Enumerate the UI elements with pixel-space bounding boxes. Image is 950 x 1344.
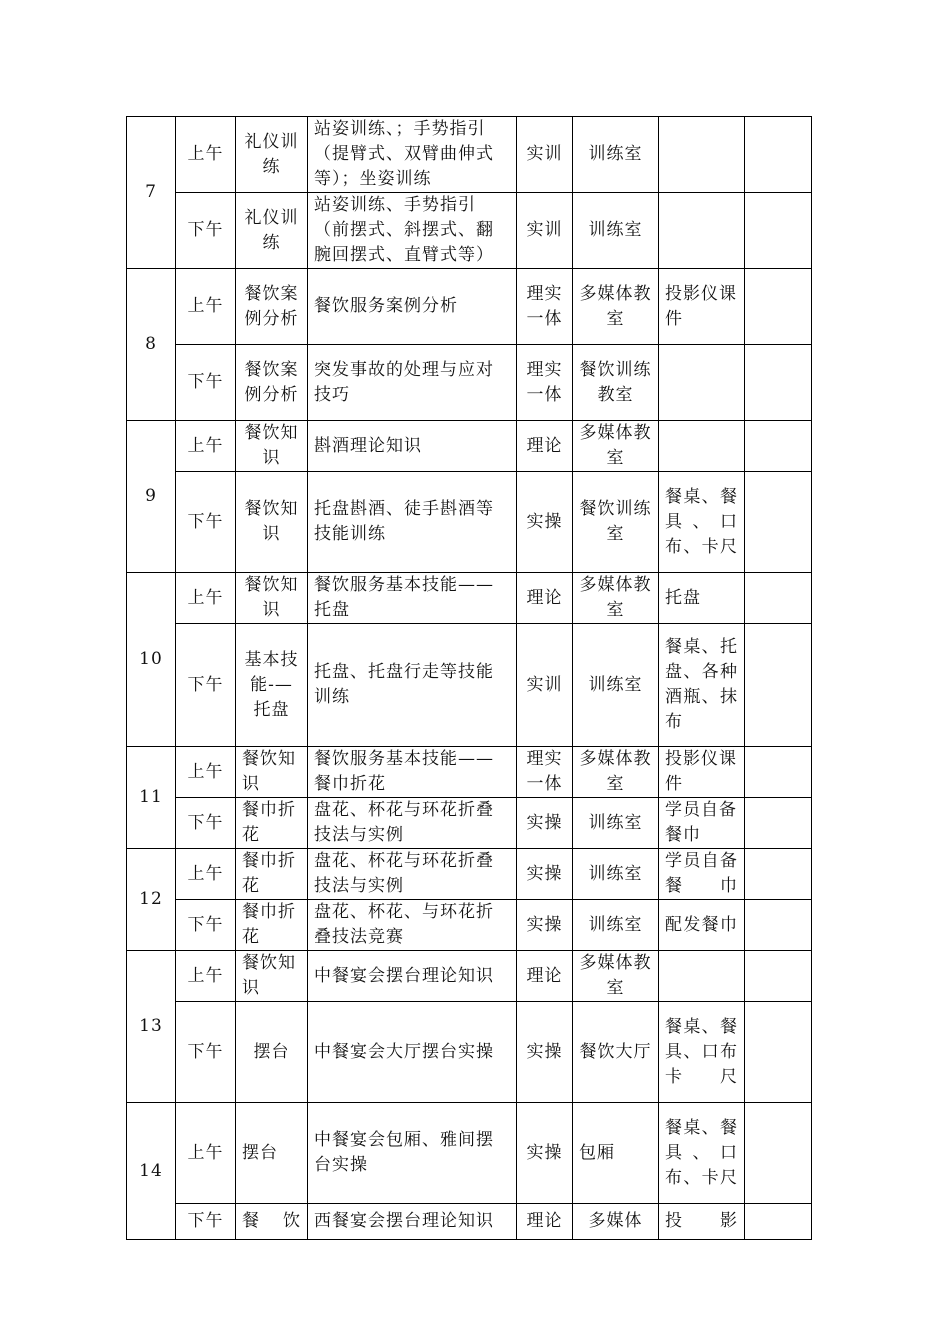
session-topic: 餐饮案例分析: [236, 345, 308, 421]
session-topic: 餐饮: [236, 1204, 308, 1240]
session-content: 托盘斟酒、徒手斟酒等技能训练: [308, 472, 517, 573]
session-time: 上午: [176, 269, 236, 345]
session-content: 餐饮服务基本技能——托盘: [308, 573, 517, 624]
session-time: 上午: [176, 849, 236, 900]
session-method: 实操: [517, 798, 573, 849]
session-note: [745, 269, 812, 345]
session-time: 上午: [176, 573, 236, 624]
session-content: 盘花、杯花与环花折叠技法与实例: [308, 798, 517, 849]
session-time: 下午: [176, 900, 236, 951]
session-content: 盘花、杯花与环花折叠技法与实例: [308, 849, 517, 900]
session-content: 盘花、杯花、与环花折叠技法竞赛: [308, 900, 517, 951]
table-row: [127, 193, 812, 269]
session-equipment: 投影仪课件: [659, 747, 745, 798]
table-row: [127, 849, 812, 900]
session-time: 下午: [176, 1204, 236, 1240]
session-note: [745, 117, 812, 193]
session-note: [745, 900, 812, 951]
session-topic: 餐饮知识: [236, 472, 308, 573]
session-equipment: 配发餐巾: [659, 900, 745, 951]
session-place: 多媒体教室: [573, 573, 659, 624]
session-topic: 礼仪训练: [236, 193, 308, 269]
table-row: [127, 472, 812, 573]
session-time: 上午: [176, 1103, 236, 1204]
session-place: 训练室: [573, 193, 659, 269]
session-content: 中餐宴会摆台理论知识: [308, 951, 517, 1002]
session-method: 实训: [517, 624, 573, 747]
session-place: 多媒体: [573, 1204, 659, 1240]
session-place: 训练室: [573, 117, 659, 193]
table-row: [127, 900, 812, 951]
day-number: 11: [127, 747, 176, 849]
session-equipment: [659, 193, 745, 269]
session-note: [745, 1204, 812, 1240]
session-place: 训练室: [573, 624, 659, 747]
session-equipment: 餐桌、托盘、各种酒瓶、抹布: [659, 624, 745, 747]
session-time: 上午: [176, 951, 236, 1002]
session-place: 包厢: [573, 1103, 659, 1204]
day-number: 7: [127, 117, 176, 269]
table-row: [127, 951, 812, 1002]
session-topic: 摆台: [236, 1002, 308, 1103]
session-equipment: 餐桌、餐具、口布、卡尺: [659, 472, 745, 573]
session-place: 训练室: [573, 900, 659, 951]
session-place: 多媒体教室: [573, 269, 659, 345]
session-equipment: 餐桌、餐具、口布、卡尺: [659, 1103, 745, 1204]
session-equipment: 餐桌、餐具、口布卡尺: [659, 1002, 745, 1103]
table-row: [127, 1204, 812, 1240]
session-note: [745, 472, 812, 573]
table-row: [127, 747, 812, 798]
session-method: 理论: [517, 421, 573, 472]
session-method: 实训: [517, 193, 573, 269]
session-time: 下午: [176, 798, 236, 849]
session-note: [745, 951, 812, 1002]
session-topic: 餐饮知识: [236, 951, 308, 1002]
session-place: 多媒体教室: [573, 951, 659, 1002]
session-method: 实操: [517, 1002, 573, 1103]
session-equipment: 托盘: [659, 573, 745, 624]
session-method: 实操: [517, 1103, 573, 1204]
table-row: [127, 269, 812, 345]
session-topic: 餐饮案例分析: [236, 269, 308, 345]
table-row: [127, 345, 812, 421]
session-topic: 餐饮知识: [236, 747, 308, 798]
session-equipment: 投影: [659, 1204, 745, 1240]
session-content: 餐饮服务基本技能——餐巾折花: [308, 747, 517, 798]
table-row: [127, 117, 812, 193]
session-topic: 餐巾折花: [236, 900, 308, 951]
day-number: 13: [127, 951, 176, 1103]
session-note: [745, 345, 812, 421]
session-content: 中餐宴会大厅摆台实操: [308, 1002, 517, 1103]
session-equipment: [659, 421, 745, 472]
table-row: [127, 573, 812, 624]
session-equipment: [659, 345, 745, 421]
session-note: [745, 421, 812, 472]
table-row: [127, 421, 812, 472]
day-number: 9: [127, 421, 176, 573]
session-method: 理实一体: [517, 345, 573, 421]
session-note: [745, 1002, 812, 1103]
session-equipment: [659, 117, 745, 193]
session-note: [745, 747, 812, 798]
session-note: [745, 798, 812, 849]
session-place: 餐饮训练教室: [573, 345, 659, 421]
session-topic: 餐巾折花: [236, 849, 308, 900]
session-time: 下午: [176, 345, 236, 421]
session-content: 中餐宴会包厢、雅间摆台实操: [308, 1103, 517, 1204]
schedule-table: [126, 116, 812, 1240]
session-time: 上午: [176, 747, 236, 798]
session-method: 实训: [517, 117, 573, 193]
session-equipment: 投影仪课件: [659, 269, 745, 345]
session-note: [745, 624, 812, 747]
session-topic: 摆台: [236, 1103, 308, 1204]
day-number: 14: [127, 1103, 176, 1240]
session-note: [745, 1103, 812, 1204]
session-note: [745, 849, 812, 900]
table-row: [127, 1002, 812, 1103]
session-method: 理论: [517, 1204, 573, 1240]
session-method: 理论: [517, 573, 573, 624]
session-place: 训练室: [573, 849, 659, 900]
day-number: 8: [127, 269, 176, 421]
session-time: 下午: [176, 624, 236, 747]
session-method: 实操: [517, 472, 573, 573]
session-content: 餐饮服务案例分析: [308, 269, 517, 345]
session-method: 理实一体: [517, 747, 573, 798]
session-method: 理实一体: [517, 269, 573, 345]
session-place: 餐饮训练室: [573, 472, 659, 573]
session-place: 餐饮大厅: [573, 1002, 659, 1103]
session-method: 实操: [517, 900, 573, 951]
table-row: [127, 624, 812, 747]
session-place: 训练室: [573, 798, 659, 849]
day-number: 10: [127, 573, 176, 747]
session-content: 突发事故的处理与应对技巧: [308, 345, 517, 421]
session-time: 下午: [176, 193, 236, 269]
session-time: 上午: [176, 421, 236, 472]
session-note: [745, 573, 812, 624]
session-method: 理论: [517, 951, 573, 1002]
session-time: 下午: [176, 472, 236, 573]
session-method: 实操: [517, 849, 573, 900]
session-topic: 基本技能-—托盘: [236, 624, 308, 747]
session-content: 托盘、托盘行走等技能训练: [308, 624, 517, 747]
table-row: [127, 1103, 812, 1204]
session-equipment: [659, 951, 745, 1002]
session-note: [745, 193, 812, 269]
session-topic: 餐饮知识: [236, 573, 308, 624]
session-content: 西餐宴会摆台理论知识: [308, 1204, 517, 1240]
session-time: 下午: [176, 1002, 236, 1103]
session-equipment: 学员自备餐巾: [659, 798, 745, 849]
session-topic: 礼仪训练: [236, 117, 308, 193]
table-row: [127, 798, 812, 849]
session-place: 多媒体教室: [573, 421, 659, 472]
session-content: 斟酒理论知识: [308, 421, 517, 472]
session-place: 多媒体教室: [573, 747, 659, 798]
day-number: 12: [127, 849, 176, 951]
session-content: 站姿训练、；手势指引（提臂式、双臂曲伸式等）；坐姿训练: [308, 117, 517, 193]
session-topic: 餐巾折花: [236, 798, 308, 849]
session-content: 站姿训练、手势指引（前摆式、斜摆式、翻腕回摆式、直臂式等）: [308, 193, 517, 269]
session-equipment: 学员自备餐巾: [659, 849, 745, 900]
session-topic: 餐饮知识: [236, 421, 308, 472]
session-time: 上午: [176, 117, 236, 193]
